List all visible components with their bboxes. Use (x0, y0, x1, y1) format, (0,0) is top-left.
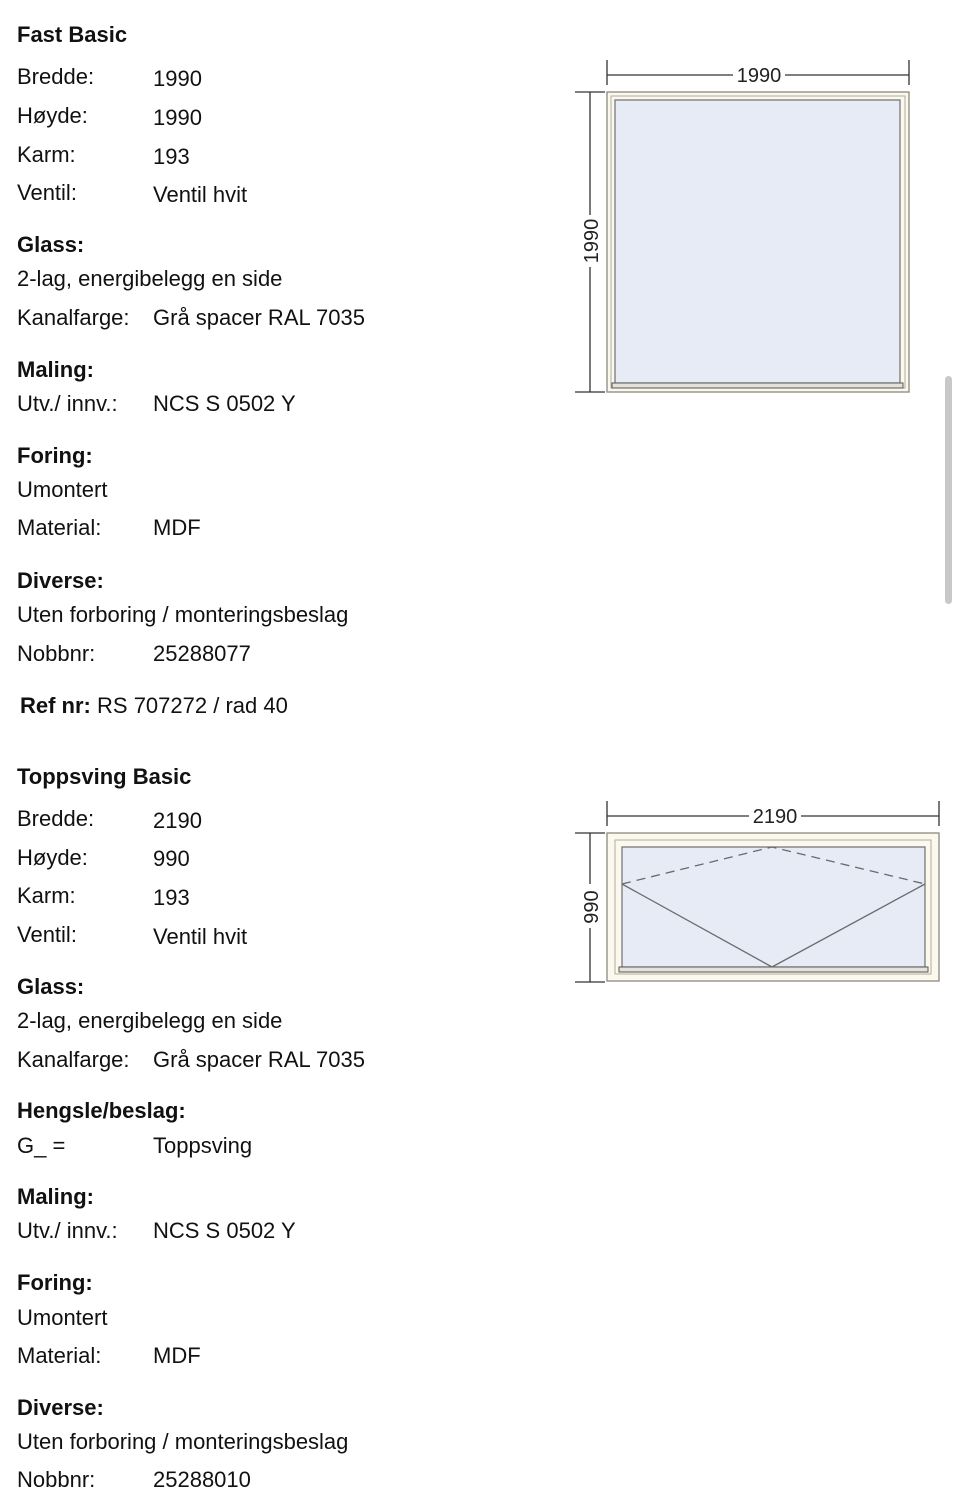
material-value: MDF (153, 1343, 201, 1368)
bredde-value: 1990 (153, 66, 202, 91)
glass-type: 2-lag, energibelegg en side (17, 1008, 283, 1033)
karm-label: Karm: (17, 883, 76, 908)
height-dim-label: 1990 (581, 218, 603, 264)
kanalfarge-label: Kanalfarge: (17, 1047, 130, 1072)
karm-value: 193 (153, 144, 190, 169)
bredde-label: Bredde: (17, 64, 95, 89)
ventil-label: Ventil: (17, 180, 77, 205)
window-sill (619, 967, 928, 972)
ref-nr-value: RS 707272 / rad 40 (97, 693, 288, 718)
maling-heading: Maling: (17, 357, 94, 382)
diverse-text: Uten forboring / monteringsbeslag (17, 602, 349, 627)
height-dim-label: 990 (581, 890, 603, 924)
ventil-value: Ventil hvit (153, 182, 248, 207)
maling-label: Utv./ innv.: (17, 1218, 118, 1243)
width-dim-label: 2190 (752, 806, 798, 828)
foring-heading: Foring: (17, 1270, 93, 1295)
maling-heading: Maling: (17, 1184, 94, 1209)
material-label: Material: (17, 1343, 102, 1368)
foring-status: Umontert (17, 1305, 108, 1330)
nobbnr-label: Nobbnr: (17, 641, 96, 666)
foring-heading: Foring: (17, 443, 93, 468)
product-title: Toppsving Basic (17, 764, 192, 789)
scrollbar[interactable] (945, 376, 952, 604)
bredde-value: 2190 (153, 808, 202, 833)
bredde-label: Bredde: (17, 806, 95, 831)
width-dim-label: 1990 (736, 65, 782, 87)
top-hung-window-icon (570, 796, 948, 988)
glass-heading: Glass: (17, 232, 85, 257)
hoyde-value: 1990 (153, 105, 202, 130)
nobbnr-value: 25288077 (153, 641, 251, 666)
nobbnr-label: Nobbnr: (17, 1467, 96, 1492)
hoyde-label: Høyde: (17, 103, 88, 128)
hengsle-heading: Hengsle/beslag: (17, 1098, 186, 1123)
nobbnr-value: 25288010 (153, 1467, 251, 1492)
fixed-window-icon (570, 55, 915, 400)
diverse-heading: Diverse: (17, 568, 104, 593)
product-title: Fast Basic (17, 22, 128, 47)
ref-nr (20, 693, 288, 719)
foring-status: Umontert (17, 477, 108, 502)
material-label: Material: (17, 515, 102, 540)
kanalfarge-value: Grå spacer RAL 7035 (153, 305, 365, 330)
ref-nr-label: Ref nr: (20, 693, 91, 718)
hoyde-label: Høyde: (17, 845, 88, 870)
diverse-text: Uten forboring / monteringsbeslag (17, 1429, 349, 1454)
glass-heading: Glass: (17, 974, 85, 999)
glass-type: 2-lag, energibelegg en side (17, 266, 283, 291)
kanalfarge-value: Grå spacer RAL 7035 (153, 1047, 365, 1072)
maling-label: Utv./ innv.: (17, 391, 118, 416)
diverse-heading: Diverse: (17, 1395, 104, 1420)
hoyde-value: 990 (153, 846, 190, 871)
maling-value: NCS S 0502 Y (153, 391, 296, 416)
kanalfarge-label: Kanalfarge: (17, 305, 130, 330)
window-glass (622, 847, 925, 967)
karm-label: Karm: (17, 142, 76, 167)
ventil-label: Ventil: (17, 922, 77, 947)
ventil-value: Ventil hvit (153, 924, 248, 949)
hengsle-label: G_ = (17, 1133, 66, 1158)
window-sill (612, 383, 903, 388)
maling-value: NCS S 0502 Y (153, 1218, 296, 1243)
material-value: MDF (153, 515, 201, 540)
karm-value: 193 (153, 885, 190, 910)
hengsle-value: Toppsving (153, 1133, 253, 1158)
window-glass (615, 100, 900, 383)
